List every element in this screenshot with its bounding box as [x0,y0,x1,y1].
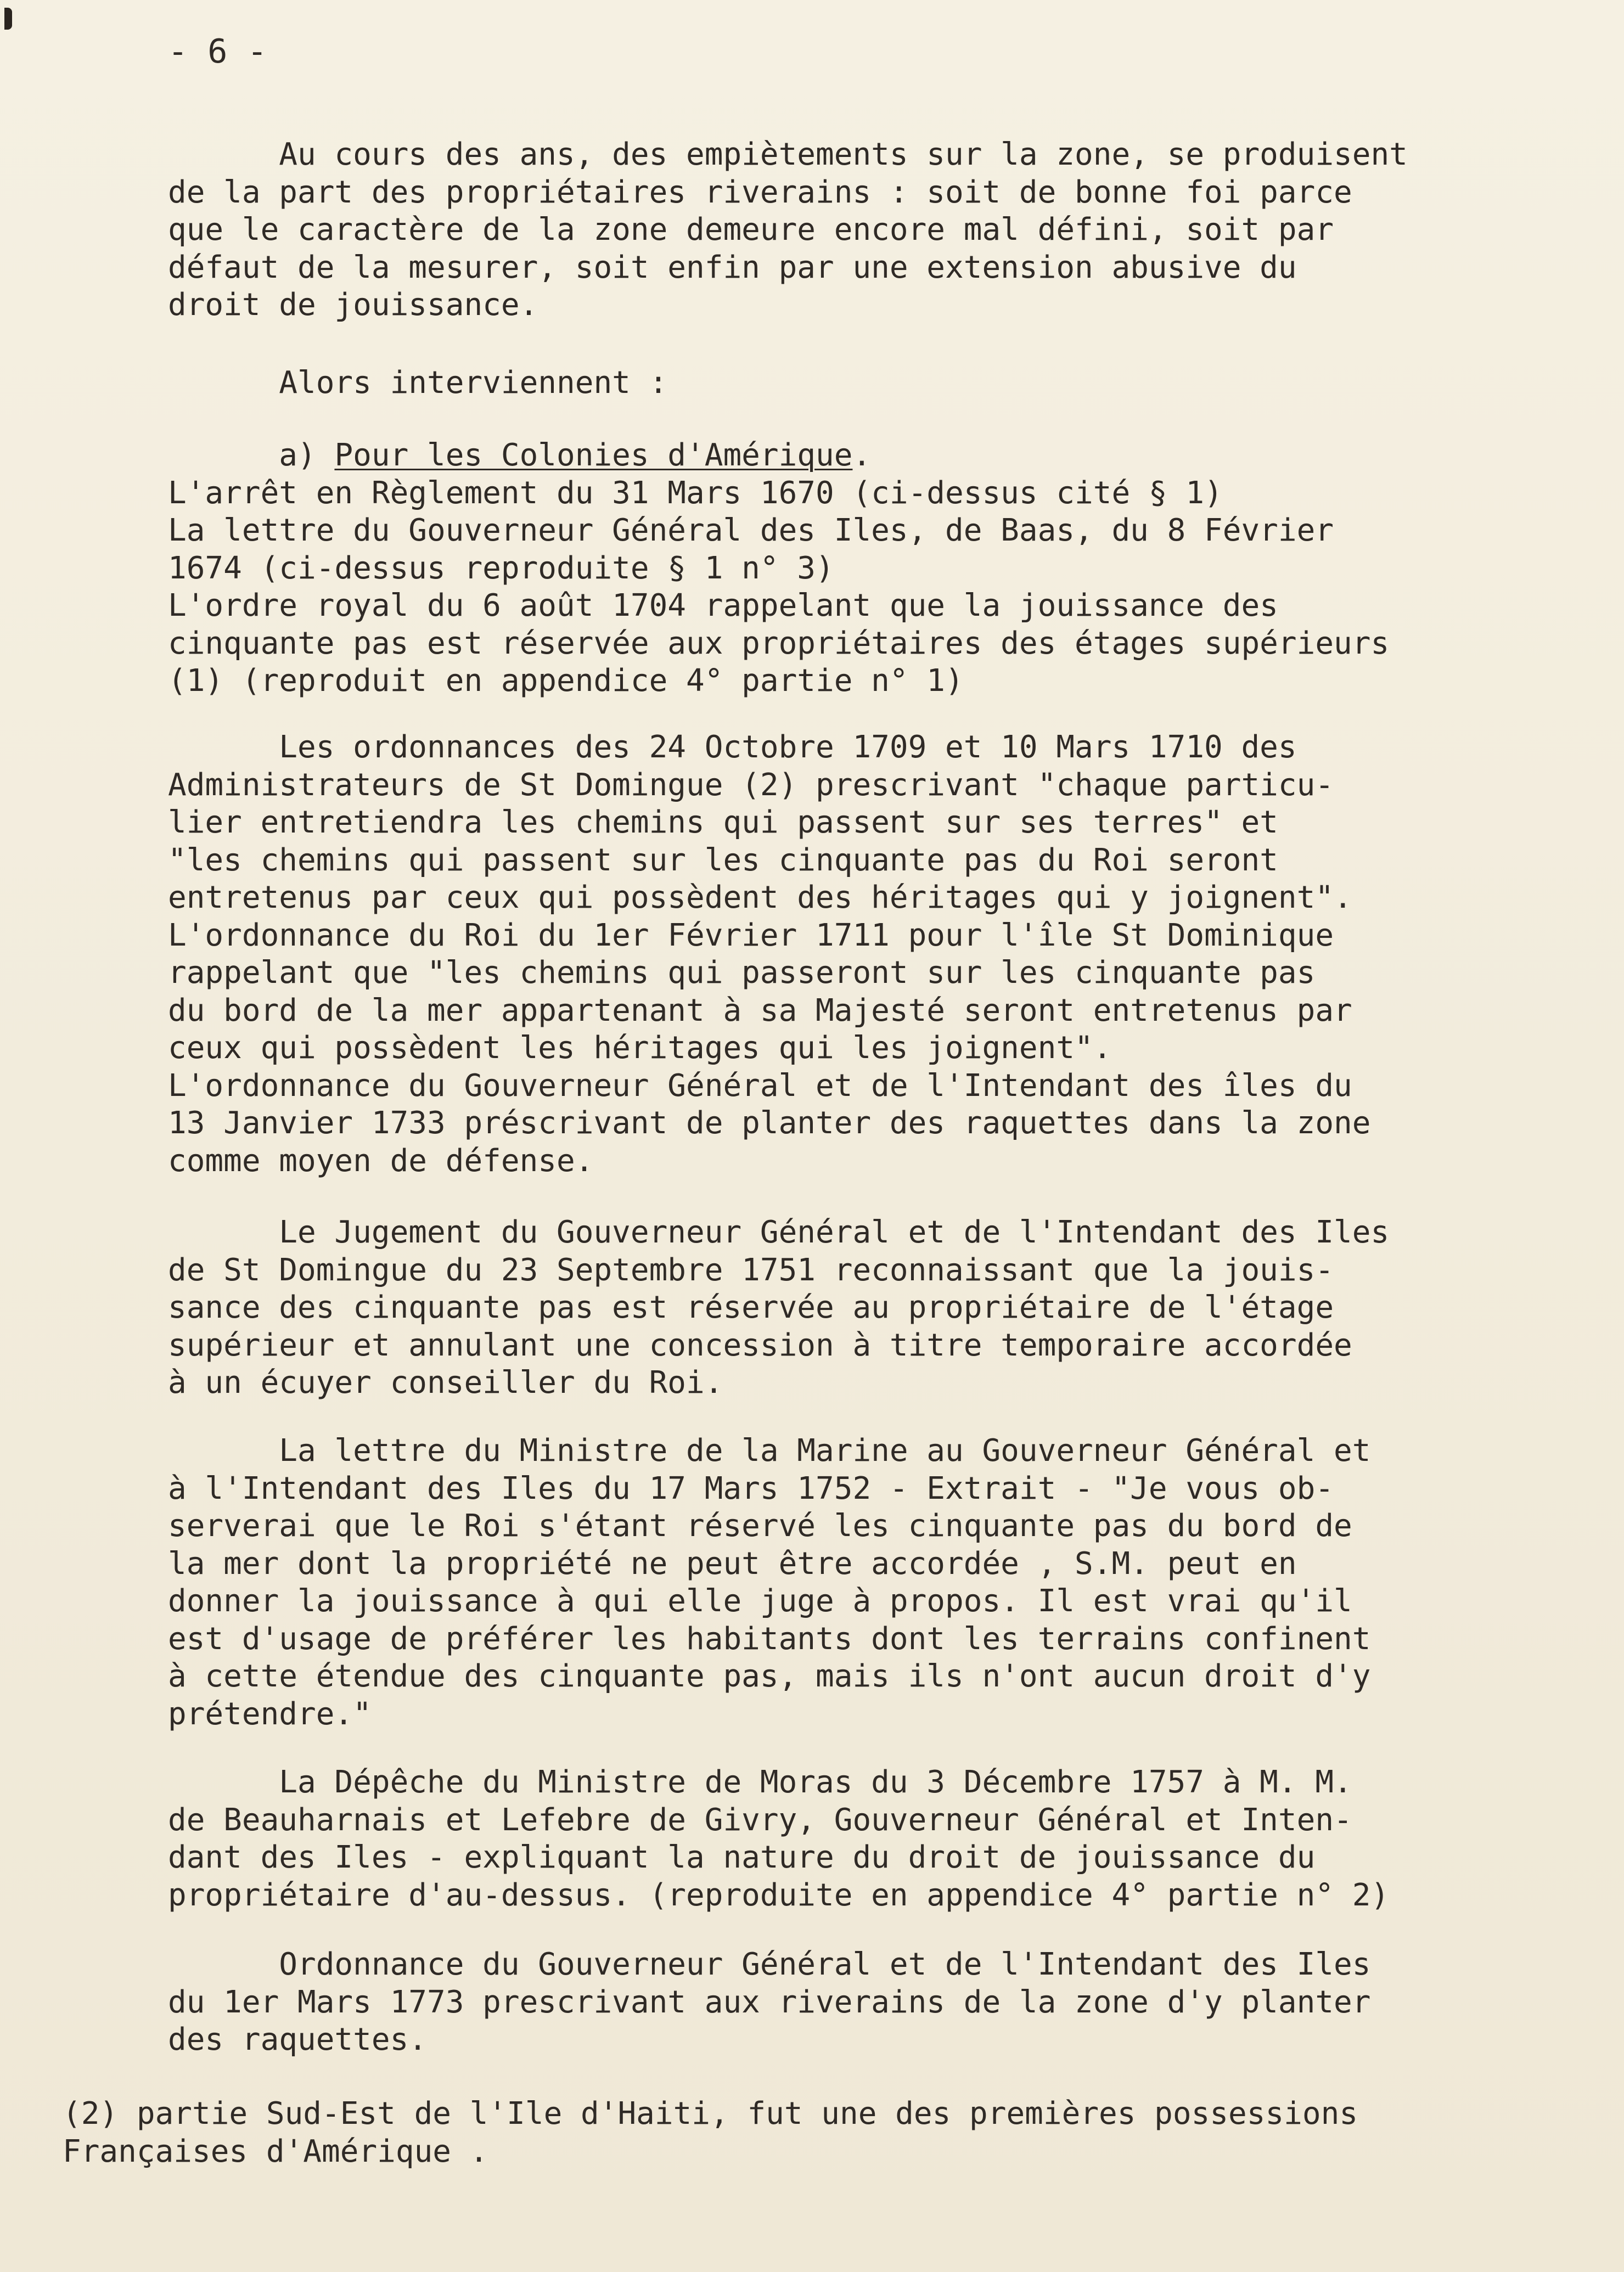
paragraph-3 [168,437,1617,700]
paragraph-5 [168,1214,1617,1402]
text-line: supérieur et annulant une concession à titre temporaire accordée [168,1327,1352,1363]
text-line: (1) (reproduit en appendice 4° partie n° 1) [168,663,964,699]
text-line: la mer dont la propriété ne peut être accordée , S.M. peut en [168,1545,1297,1582]
text-line: serverai que le Roi s'étant réservé les cinquante pas du bord de [168,1508,1352,1544]
text-line: La Dépêche du Ministre de Moras du 3 Décembre 1757 à M. M. [168,1764,1352,1800]
text-line: prétendre." [168,1696,372,1732]
text-line: L'ordonnance du Gouverneur Général et de l'Intendant des îles du [168,1067,1352,1104]
text-line: entretenus par ceux qui possèdent des héritages qui y joignent". [168,880,1352,915]
heading-title: Pour les Colonies d'Amérique [334,437,853,473]
text-line: Administrateurs de St Domingue (2) prescrivant "chaque particu- [168,767,1334,803]
text-line: La lettre du Ministre de la Marine au Gouverneur Général et [168,1433,1371,1469]
text-line: L'arrêt en Règlement du 31 Mars 1670 (ci-dessus cité § 1) [168,475,1223,511]
page-number: - 6 - [168,32,267,71]
page-corner-mark [4,8,12,30]
text-line: L'ordonnance du Roi du 1er Février 1711 pour l'île St Dominique [168,917,1334,953]
paragraph-8 [168,1946,1617,2059]
text-line: Alors interviennent : [168,365,668,401]
text-line: à l'Intendant des Iles du 17 Mars 1752 - Extrait - "Je vous ob- [168,1470,1334,1506]
text-line: Ordonnance du Gouverneur Général et de l'Intendant des Iles [168,1947,1371,1982]
text-line: défaut de la mesurer, soit enfin par une extension abusive du [168,249,1297,285]
text-line: droit de jouissance. [168,287,538,323]
paragraph-7 [168,1764,1617,1914]
text-line: Les ordonnances des 24 Octobre 1709 et 10 Mars 1710 des [168,729,1297,765]
text-line: rappelant que "les chemins qui passeront sur les cinquante pas [168,955,1316,991]
footnote-line: (2) partie Sud-Est de l'Ile d'Haiti, fut une des premières possessions [63,2096,1358,2132]
text-line: ceux qui possèdent les héritages qui les joignent". [168,1030,1112,1066]
text-line: 13 Janvier 1733 préscrivant de planter des raquettes dans la zone [168,1105,1371,1141]
text-line: donner la jouissance à qui elle juge à propos. Il est vrai qu'il [168,1583,1352,1619]
text-line: cinquante pas est réservée aux propriétaires des étages supérieurs [168,625,1390,661]
text-line: lier entretiendra les chemins qui passent sur ses terres" et [168,805,1278,840]
text-line: Au cours des ans, des empiètements sur la zone, se produisent [168,137,1408,172]
footnote [63,2095,1610,2170]
text-line: de Beauharnais et Lefebre de Givry, Gouverneur Général et Inten- [168,1802,1352,1838]
heading-prefix: a) [168,437,335,473]
heading-suffix: . [852,437,872,473]
text-line: à cette étendue des cinquante pas, mais ils n'ont aucun droit d'y [168,1658,1371,1694]
text-line: de St Domingue du 23 Septembre 1751 reconnaissant que la jouis- [168,1252,1334,1288]
footnote-line: Françaises d'Amérique . [63,2133,488,2169]
text-line: sance des cinquante pas est réservée au propriétaire de l'étage [168,1290,1334,1325]
text-line: que le caractère de la zone demeure encore mal défini, soit par [168,212,1334,248]
text-line: est d'usage de préférer les habitants dont les terrains confinent [168,1621,1371,1657]
text-line: 1674 (ci-dessus reproduite § 1 n° 3) [168,550,834,586]
text-line: dant des Iles - expliquant la nature du droit de jouissance du [168,1840,1316,1875]
text-line: du bord de la mer appartenant à sa Majesté seront entretenus par [168,992,1352,1028]
paragraph-2 [168,364,1617,402]
text-line: des raquettes. [168,2022,428,2057]
text-line: du 1er Mars 1773 prescrivant aux riverains de la zone d'y planter [168,1984,1371,2020]
section-heading [168,437,1617,475]
text-line: L'ordre royal du 6 août 1704 rappelant que la jouissance des [168,588,1278,623]
paragraph-4 [168,729,1617,1180]
text-line: de la part des propriétaires riverains : soit de bonne foi parce [168,174,1352,210]
text-line: La lettre du Gouverneur Général des Iles, de Baas, du 8 Février [168,513,1334,548]
text-line: à un écuyer conseiller du Roi. [168,1365,723,1401]
text-line: "les chemins qui passent sur les cinquante pas du Roi seront [168,842,1278,878]
paragraph-6 [168,1432,1617,1733]
paragraph-1 [168,136,1617,324]
text-line: comme moyen de défense. [168,1143,594,1179]
text-line: propriétaire d'au-dessus. (reproduite en appendice 4° partie n° 2) [168,1877,1390,1913]
text-line: Le Jugement du Gouverneur Général et de l'Intendant des Iles [168,1214,1390,1250]
